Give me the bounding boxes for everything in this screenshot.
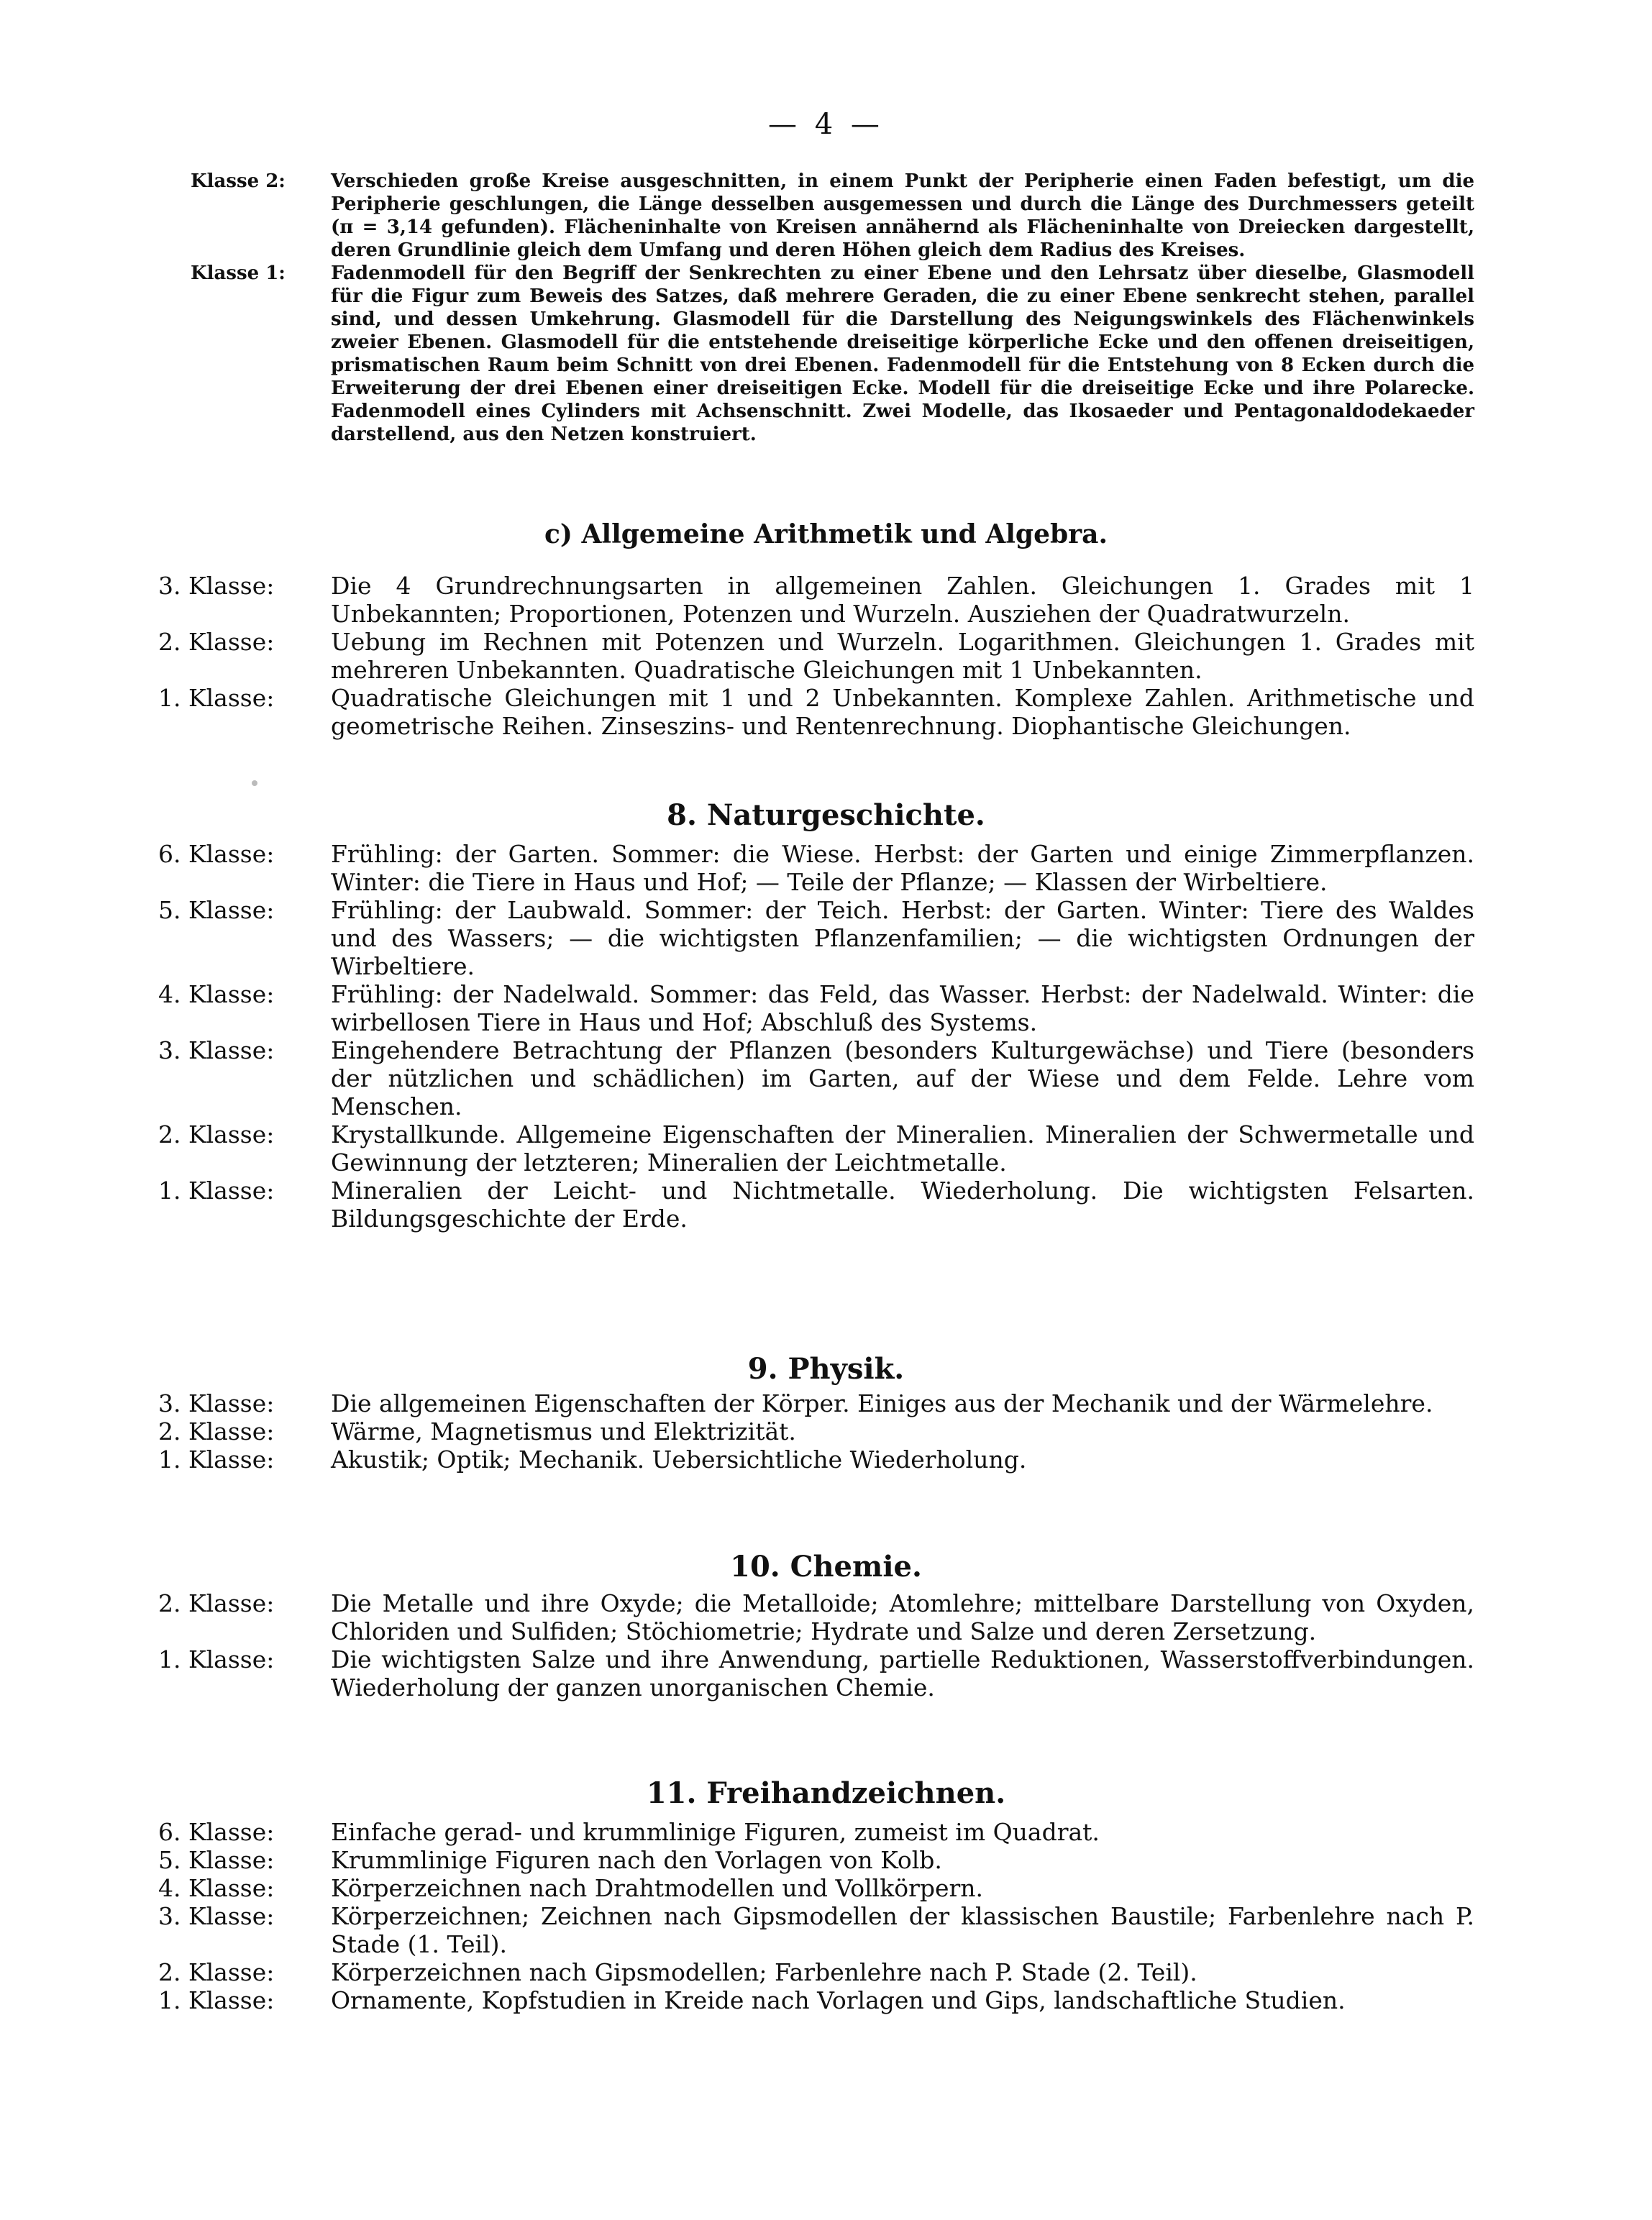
class-label: 2. Klasse:: [158, 628, 275, 656]
class-label: 6. Klasse:: [158, 1818, 275, 1846]
class-row: [158, 840, 1474, 896]
class-label: 4. Klasse:: [158, 980, 275, 1008]
class-text: Körperzeichnen nach Drahtmodellen und Vollkörpern.: [331, 1874, 984, 1902]
section-block: [158, 1589, 1474, 1701]
class-row: [158, 1120, 1474, 1177]
class-label: 5. Klasse:: [158, 896, 275, 924]
page-number: — 4 —: [768, 108, 884, 141]
class-text: Uebung im Rechnen mit Potenzen und Wurzeln. Logarithmen. Gleichungen 1. Grades mit mehreren Unbekannten. Quadratische Gleichungen mit 1 Unbekannten.: [331, 628, 1474, 684]
class-label: 1. Klasse:: [158, 684, 275, 712]
class-text: Mineralien der Leicht- und Nichtmetalle. Wiederholung. Die wichtigsten Felsarten. Bildungsgeschichte der Erde.: [331, 1177, 1474, 1233]
class-text: Die allgemeinen Eigenschaften der Körper. Einiges aus der Mechanik und der Wärmelehre.: [331, 1389, 1433, 1417]
class-text: Frühling: der Garten. Sommer: die Wiese. Herbst: der Garten und einige Zimmerpflanzen. Winter: die Tiere in Haus und Hof; — Teile der Pflanze; — Klassen der Wirbeltiere.: [331, 840, 1474, 896]
class-text: Wärme, Magnetismus und Elektrizität.: [331, 1417, 796, 1445]
class-label: Klasse 2:: [191, 170, 286, 192]
class-text: Akustik; Optik; Mechanik. Uebersichtliche Wiederholung.: [331, 1445, 1027, 1474]
class-label: 4. Klasse:: [158, 1874, 275, 1902]
class-row: [158, 1902, 1474, 1958]
class-label: 3. Klasse:: [158, 1389, 275, 1417]
class-label: 3. Klasse:: [158, 1902, 275, 1930]
class-row: [158, 896, 1474, 980]
section-heading: c) Allgemeine Arithmetik und Algebra.: [544, 519, 1108, 549]
class-row: [158, 628, 1474, 684]
section-block: [158, 1818, 1474, 2014]
class-text: Die wichtigsten Salze und ihre Anwendung, partielle Reduktionen, Wasserstoffverbindungen. Wiederholung der ganzen unorganischen Chemie.: [331, 1645, 1474, 1701]
class-label: 6. Klasse:: [158, 840, 275, 868]
class-row: [158, 1874, 1474, 1902]
section-heading: 9. Physik.: [747, 1352, 905, 1386]
section-block: [158, 1389, 1474, 1474]
class-text: Die 4 Grundrechnungsarten in allgemeinen Zahlen. Gleichungen 1. Grades mit 1 Unbekannten; Proportionen, Potenzen und Wurzeln. Ausziehen der Quadratwurzeln.: [331, 572, 1474, 628]
class-text: Eingehendere Betrachtung der Pflanzen (besonders Kulturgewächse) und Tiere (besonders der nützlichen und schädlichen) im Garten, auf der Wiese und dem Felde. Lehre vom Menschen.: [331, 1036, 1474, 1120]
class-label: 1. Klasse:: [158, 1986, 275, 2014]
class-text: Körperzeichnen; Zeichnen nach Gipsmodellen der klassischen Baustile; Farbenlehre nach P. Stade (1. Teil).: [331, 1902, 1474, 1958]
class-row: [158, 1177, 1474, 1233]
section-heading: 11. Freihandzeichnen.: [646, 1776, 1006, 1810]
class-row: [158, 684, 1474, 740]
class-text: Fadenmodell für den Begriff der Senkrechten zu einer Ebene und den Lehrsatz über dieselbe, Glasmodell für die Figur zum Beweis des Satzes, daß mehrere Geraden, die zu einer Ebene senkrecht stehen, parallel sind, und dessen Umkehrung. Glasmodell für die Darstellung des Neigungswinkels des Flächenwinkels zweier Ebenen. Glasmodell für die entstehende dreiseitige körperliche Ecke und den offenen dreiseitigen, prismatischen Raum beim Schnitt von drei Ebenen. Fadenmodell für die Entstehung von 8 Ecken durch die Erweiterung der drei Ebenen einer dreiseitigen Ecke. Modell für die dreiseitige Ecke und ihre Polarecke. Fadenmodell eines Cylinders mit Achsenschnitt. Zwei Modelle, das Ikosaeder und Pentagonaldodekaeder darstellend, aus den Netzen konstruiert.: [331, 262, 1474, 445]
class-row: [158, 1589, 1474, 1645]
class-label: 2. Klasse:: [158, 1958, 275, 1986]
small-print-row: [158, 262, 1474, 446]
class-row: [158, 1036, 1474, 1120]
class-row: [158, 1846, 1474, 1874]
class-label: 5. Klasse:: [158, 1846, 275, 1874]
class-label: 2. Klasse:: [158, 1417, 275, 1445]
small-print-row: [158, 170, 1474, 262]
small-print-block: [158, 170, 1474, 446]
class-row: [158, 1958, 1474, 1986]
class-row: [158, 1818, 1474, 1846]
class-text: Krummlinige Figuren nach den Vorlagen von Kolb.: [331, 1846, 942, 1874]
class-label: 3. Klasse:: [158, 572, 275, 600]
class-row: [158, 1389, 1474, 1417]
class-label: 2. Klasse:: [158, 1120, 275, 1148]
class-label: 1. Klasse:: [158, 1445, 275, 1474]
class-text: Krystallkunde. Allgemeine Eigenschaften der Mineralien. Mineralien der Schwermetalle und Gewinnung der letzteren; Mineralien der Leichtmetalle.: [331, 1120, 1474, 1177]
class-row: [158, 572, 1474, 628]
class-text: Frühling: der Laubwald. Sommer: der Teich. Herbst: der Garten. Winter: Tiere des Waldes und des Wassers; — die wichtigsten Pflanzenfamilien; — die wichtigsten Ordnungen der Wirbeltiere.: [331, 896, 1474, 980]
class-text: Körperzeichnen nach Gipsmodellen; Farbenlehre nach P. Stade (2. Teil).: [331, 1958, 1197, 1986]
class-text: Einfache gerad- und krummlinige Figuren, zumeist im Quadrat.: [331, 1818, 1100, 1846]
section-heading: 8. Naturgeschichte.: [667, 798, 985, 832]
class-row: [158, 1445, 1474, 1474]
class-label: 2. Klasse:: [158, 1589, 275, 1617]
class-label: 3. Klasse:: [158, 1036, 275, 1064]
class-label: 1. Klasse:: [158, 1645, 275, 1673]
class-text: Ornamente, Kopfstudien in Kreide nach Vorlagen und Gips, landschaftliche Studien.: [331, 1986, 1346, 2014]
class-row: [158, 1417, 1474, 1445]
class-row: [158, 1986, 1474, 2014]
class-row: [158, 980, 1474, 1036]
stray-mark: [252, 780, 257, 786]
section-block: [158, 572, 1474, 740]
section-heading: 10. Chemie.: [730, 1550, 922, 1584]
class-text: Quadratische Gleichungen mit 1 und 2 Unbekannten. Komplexe Zahlen. Arithmetische und geometrische Reihen. Zinseszins- und Rentenrechnung. Diophantische Gleichungen.: [331, 684, 1474, 740]
class-text: Frühling: der Nadelwald. Sommer: das Feld, das Wasser. Herbst: der Nadelwald. Winter: die wirbellosen Tiere in Haus und Hof; Abschluß des Systems.: [331, 980, 1474, 1036]
class-text: Die Metalle und ihre Oxyde; die Metalloide; Atomlehre; mittelbare Darstellung von Oxyden, Chloriden und Sulfiden; Stöchiometrie; Hydrate und Salze und deren Zersetzung.: [331, 1589, 1474, 1645]
section-block: [158, 840, 1474, 1233]
class-label: Klasse 1:: [191, 262, 286, 284]
class-row: [158, 1645, 1474, 1701]
class-text: Verschieden große Kreise ausgeschnitten, in einem Punkt der Peripherie einen Faden befestigt, um die Peripherie geschlungen, die Länge desselben ausgemessen und durch die Länge des Durchmessers geteilt (π = 3,14 gefunden). Flächeninhalte von Kreisen annähernd als Flächeninhalte von Dreiecken dargestellt, deren Grundlinie gleich dem Umfang und deren Höhen gleich dem Radius des Kreises.: [331, 170, 1474, 261]
class-label: 1. Klasse:: [158, 1177, 275, 1205]
